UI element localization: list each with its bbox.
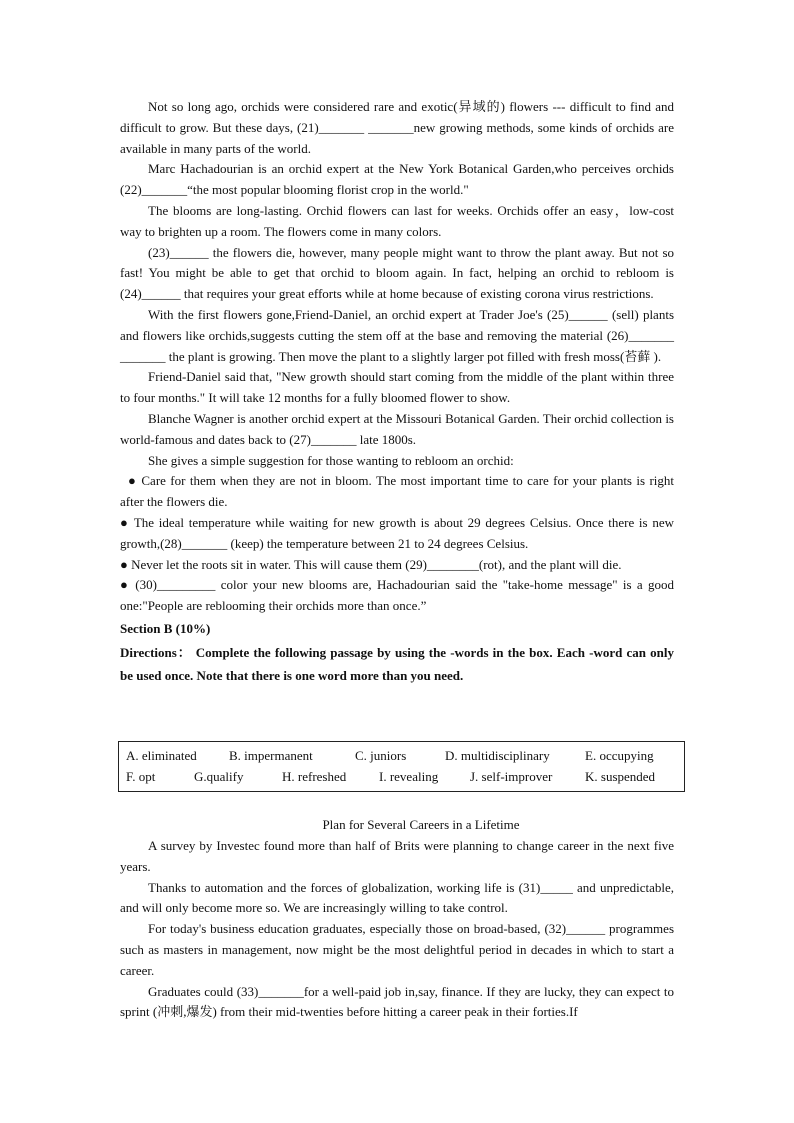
bullet-care: ● Care for them when they are not in bloom. The most important time to care for your plants is right after the flowers die. bbox=[120, 473, 674, 510]
word-option: I. revealing bbox=[379, 769, 439, 784]
paragraph-automation: Thanks to automation and the forces of globalization, working life is (31)_____ and unpredictable, and will only become more so. We are increasingly willing to take control. bbox=[120, 879, 674, 916]
word-option: E. occupying bbox=[585, 748, 654, 763]
word-option: H. refreshed bbox=[282, 769, 347, 784]
passage-title: Plan for Several Careers in a Lifetime bbox=[322, 817, 520, 832]
paragraph-blanche-wagner: Blanche Wagner is another orchid expert at the Missouri Botanical Garden. Their orchid collection is world-famous and dates back to (27)_______ late 1800s. bbox=[120, 410, 674, 447]
paragraph-hachadourian: Marc Hachadourian is an orchid expert at the New York Botanical Garden,who perceives orchids (22)_______“the most popular blooming florist crop in the world." bbox=[120, 161, 674, 198]
bullet-color: ● (30)_________ color your new blooms are, Hachadourian said the "take-home message" is a good one:"People are reblooming their orchids more than once.” bbox=[120, 577, 674, 614]
word-option: B. impermanent bbox=[229, 748, 313, 763]
paragraph-graduates: For today's business education graduates, especially those on broad-based, (32)______ programmes such as masters in management, now might be the most delightful period in decades in which to start a career. bbox=[120, 921, 674, 978]
paragraph-survey: A survey by Investec found more than half of Brits were planning to change career in the next five years. bbox=[120, 838, 674, 874]
word-option: D. multidisciplinary bbox=[445, 748, 550, 763]
section-b-title: Section B (10%) bbox=[120, 620, 211, 636]
word-option: G.qualify bbox=[194, 769, 244, 784]
passage-orchids bbox=[120, 97, 674, 687]
word-option: F. opt bbox=[126, 769, 156, 784]
paragraph-friend-daniel: With the first flowers gone,Friend-Daniel, an orchid expert at Trader Joe's (25)______ (sell) plants and flowers like orchids,suggests cutting the stem off at the base and removing the material (26)_______ _______ the plant is growing. Then move the plant to a slightly larger pot filled with fresh moss(苔藓 ). bbox=[120, 306, 674, 364]
paragraph-new-growth: Friend-Daniel said that, "New growth should start coming from the middle of the plant within three to four months." It will take 12 months for a fully bloomed flower to show. bbox=[120, 369, 674, 406]
section-b-directions: Directions： Complete the following passage by using the -words in the box. Each -word can only be used once. Note that there is one word more than you need. bbox=[120, 644, 674, 683]
paragraph-intro: Not so long ago, orchids were considered rare and exotic(异域的) flowers --- difficult to find and difficult to grow. But these days, (21)_______ _______new growing methods, some kinds of orchids are available in many parts of the world. bbox=[120, 99, 674, 156]
paragraph-suggestion: She gives a simple suggestion for those wanting to rebloom an orchid: bbox=[148, 452, 514, 468]
passage-careers bbox=[120, 836, 674, 1023]
word-option: K. suspended bbox=[585, 769, 656, 784]
bullet-temperature: ● The ideal temperature while waiting for new growth is about 29 degrees Celsius. Once there is new growth,(28)_______ (keep) the temperature between 21 to 24 degrees Celsius. bbox=[120, 514, 674, 551]
word-option: A. eliminated bbox=[126, 748, 197, 763]
word-option: C. juniors bbox=[355, 748, 407, 763]
paragraph-rebloom: (23)______ the flowers die, however, many people might want to throw the plant away. But not so fast! You might be able to get that orchid to bloom again. In fact, helping an orchid to rebloom is (24)______ that requires your great efforts while at home because of existing corona virus restrictions. bbox=[120, 244, 674, 302]
word-option: J. self-improver bbox=[470, 769, 553, 784]
word-box bbox=[118, 741, 685, 792]
paragraph-blooms: The blooms are long-lasting. Orchid flowers can last for weeks. Orchids offer an easy，low-cost way to brighten up a room. The flowers come in many colors. bbox=[120, 202, 674, 239]
paragraph-finance: Graduates could (33)_______for a well-paid job in,say, finance. If they are lucky, they can expect to sprint (冲刺,爆发) from their mid-twenties before hitting a career peak in their forties.If bbox=[120, 983, 674, 1020]
bullet-roots: ● Never let the roots sit in water. This will cause them (29)________(rot), and the plant will die. bbox=[120, 556, 622, 572]
